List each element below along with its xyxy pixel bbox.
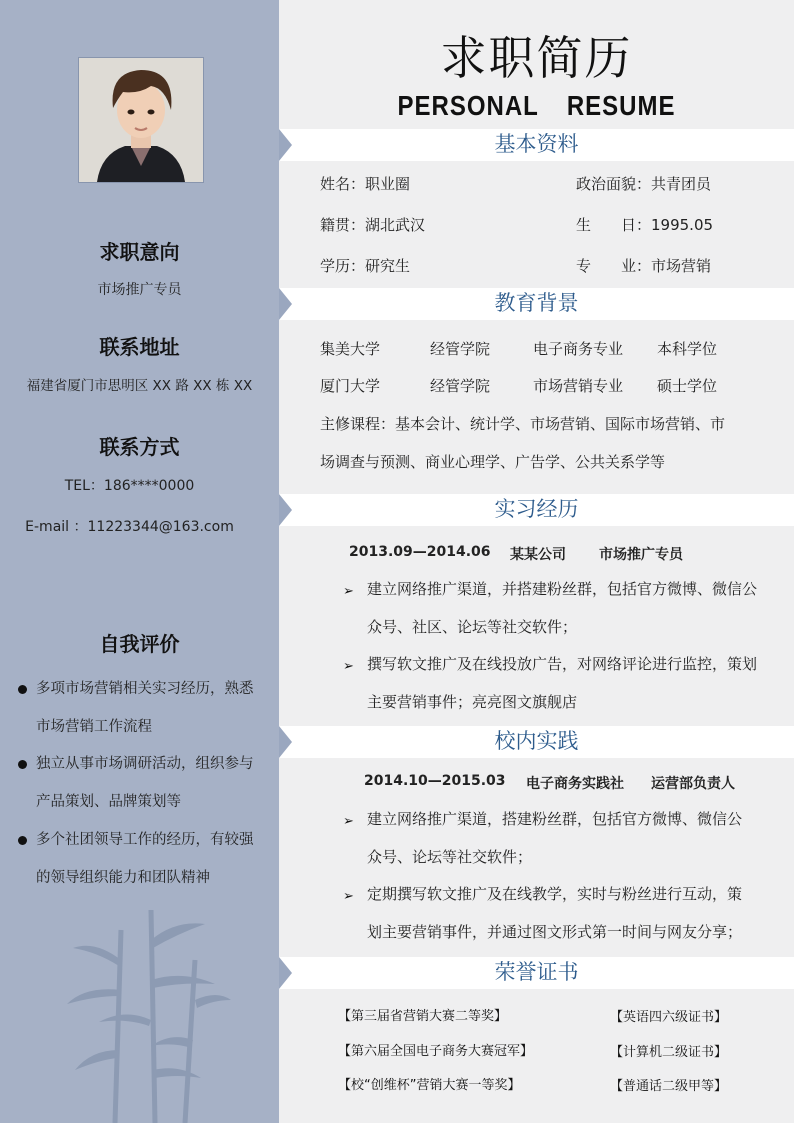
section-education-header: 教育背景 xyxy=(279,288,794,320)
edu-degree: 硕士学位 xyxy=(657,377,718,395)
basic-major: 专 业：市场营销 xyxy=(576,257,712,275)
certificate-item: 【计算机二级证书】 xyxy=(610,1045,728,1060)
job-intent-heading: 求职意向 xyxy=(99,240,180,264)
edu-courses-cont: 场调查与预测、商业心理学、广告学、公共关系学等 xyxy=(320,453,666,471)
job-intent-value: 市场推广专员 xyxy=(97,282,182,298)
arrow-bullet-icon: ➢ xyxy=(343,814,354,829)
section-honors-header: 荣誉证书 xyxy=(279,957,794,989)
self-eval-item: 多个社团领导工作的经历，有较强 的领导组织能力和团队精神 xyxy=(18,822,268,897)
contact-heading: 联系方式 xyxy=(99,435,180,459)
section-internship-header: 实习经历 xyxy=(279,494,794,526)
certificate-item: 【普通话二级甲等】 xyxy=(610,1079,728,1094)
profile-photo xyxy=(78,57,204,183)
bullet-dot-icon xyxy=(18,760,27,769)
bamboo-decoration-icon xyxy=(55,900,235,1123)
campus-period: 2014.10—2015.03 xyxy=(364,773,506,789)
page-subtitle: PERSONAL RESUME xyxy=(397,90,676,122)
certificate-item: 【英语四六级证书】 xyxy=(610,1010,728,1025)
section-basic-header: 基本资料 xyxy=(279,129,794,161)
arrow-bullet-icon: ➢ xyxy=(343,889,354,904)
self-eval-item: 多项市场营销相关实习经历，熟悉 市场营销工作流程 xyxy=(18,671,268,746)
honor-item: 【第六届全国电子商务大赛冠军】 xyxy=(338,1044,534,1059)
address-heading: 联系地址 xyxy=(99,335,180,359)
address-value: 福建省厦门市思明区 XX 路 XX 栋 XX xyxy=(26,378,253,394)
arrow-bullet-icon: ➢ xyxy=(343,659,354,674)
arrow-bullet-icon: ➢ xyxy=(343,584,354,599)
edu-major: 电子商务专业 xyxy=(533,340,624,358)
campus-duty: 定期撰写软文推广及在线教学，实时与粉丝进行互动，策 划主要营销事件，并通过图文形式第一时间与网友分享； xyxy=(367,885,743,941)
self-eval-item: 独立从事市场调研活动，组织参与 产品策划、品牌策划等 xyxy=(18,746,268,821)
page-title: 求职简历 xyxy=(440,31,633,85)
basic-degree: 学历：研究生 xyxy=(320,257,411,275)
basic-origin: 籍贯：湖北武汉 xyxy=(320,216,426,234)
section-campus-header: 校内实践 xyxy=(279,726,794,758)
email-value: E-mail ：11223344@163.com xyxy=(25,519,234,535)
campus-position: 运营部负责人 xyxy=(651,776,735,792)
honor-item: 【第三届省营销大赛二等奖】 xyxy=(338,1009,508,1024)
self-eval-heading: 自我评价 xyxy=(99,632,180,656)
intern-duty: 建立网络推广渠道，并搭建粉丝群，包括官方微博、微信公 众号、社区、论坛等社交软件； xyxy=(367,580,758,636)
main-content xyxy=(279,0,794,1123)
sidebar xyxy=(0,0,279,1123)
basic-name: 姓名：职业圈 xyxy=(320,175,411,193)
intern-period: 2013.09—2014.06 xyxy=(349,544,491,560)
edu-courses: 主修课程：基本会计、统计学、市场营销、国际市场营销、市 xyxy=(320,415,726,433)
honor-item: 【校“创维杯”营销大赛一等奖】 xyxy=(338,1078,521,1093)
tel-value: TEL：186****0000 xyxy=(64,478,195,494)
intern-duty: 撰写软文推广及在线投放广告，对网络评论进行监控，策划 主要营销事件；亮亮图文旗舰店 xyxy=(367,655,758,711)
intern-position: 市场推广专员 xyxy=(599,547,683,563)
bullet-dot-icon xyxy=(18,685,27,694)
edu-school: 集美大学 xyxy=(320,340,381,358)
edu-college: 经管学院 xyxy=(430,340,491,358)
bullet-dot-icon xyxy=(18,836,27,845)
basic-birthday: 生 日：1995.05 xyxy=(576,216,714,234)
campus-duty: 建立网络推广渠道，搭建粉丝群，包括官方微博、微信公 众号、论坛等社交软件； xyxy=(367,810,743,866)
edu-college: 经管学院 xyxy=(430,377,491,395)
edu-degree: 本科学位 xyxy=(657,340,718,358)
campus-org: 电子商务实践社 xyxy=(526,776,624,792)
edu-school: 厦门大学 xyxy=(320,377,381,395)
edu-major: 市场营销专业 xyxy=(533,377,624,395)
basic-politics: 政治面貌：共青团员 xyxy=(576,175,712,193)
intern-company: 某某公司 xyxy=(510,547,566,563)
